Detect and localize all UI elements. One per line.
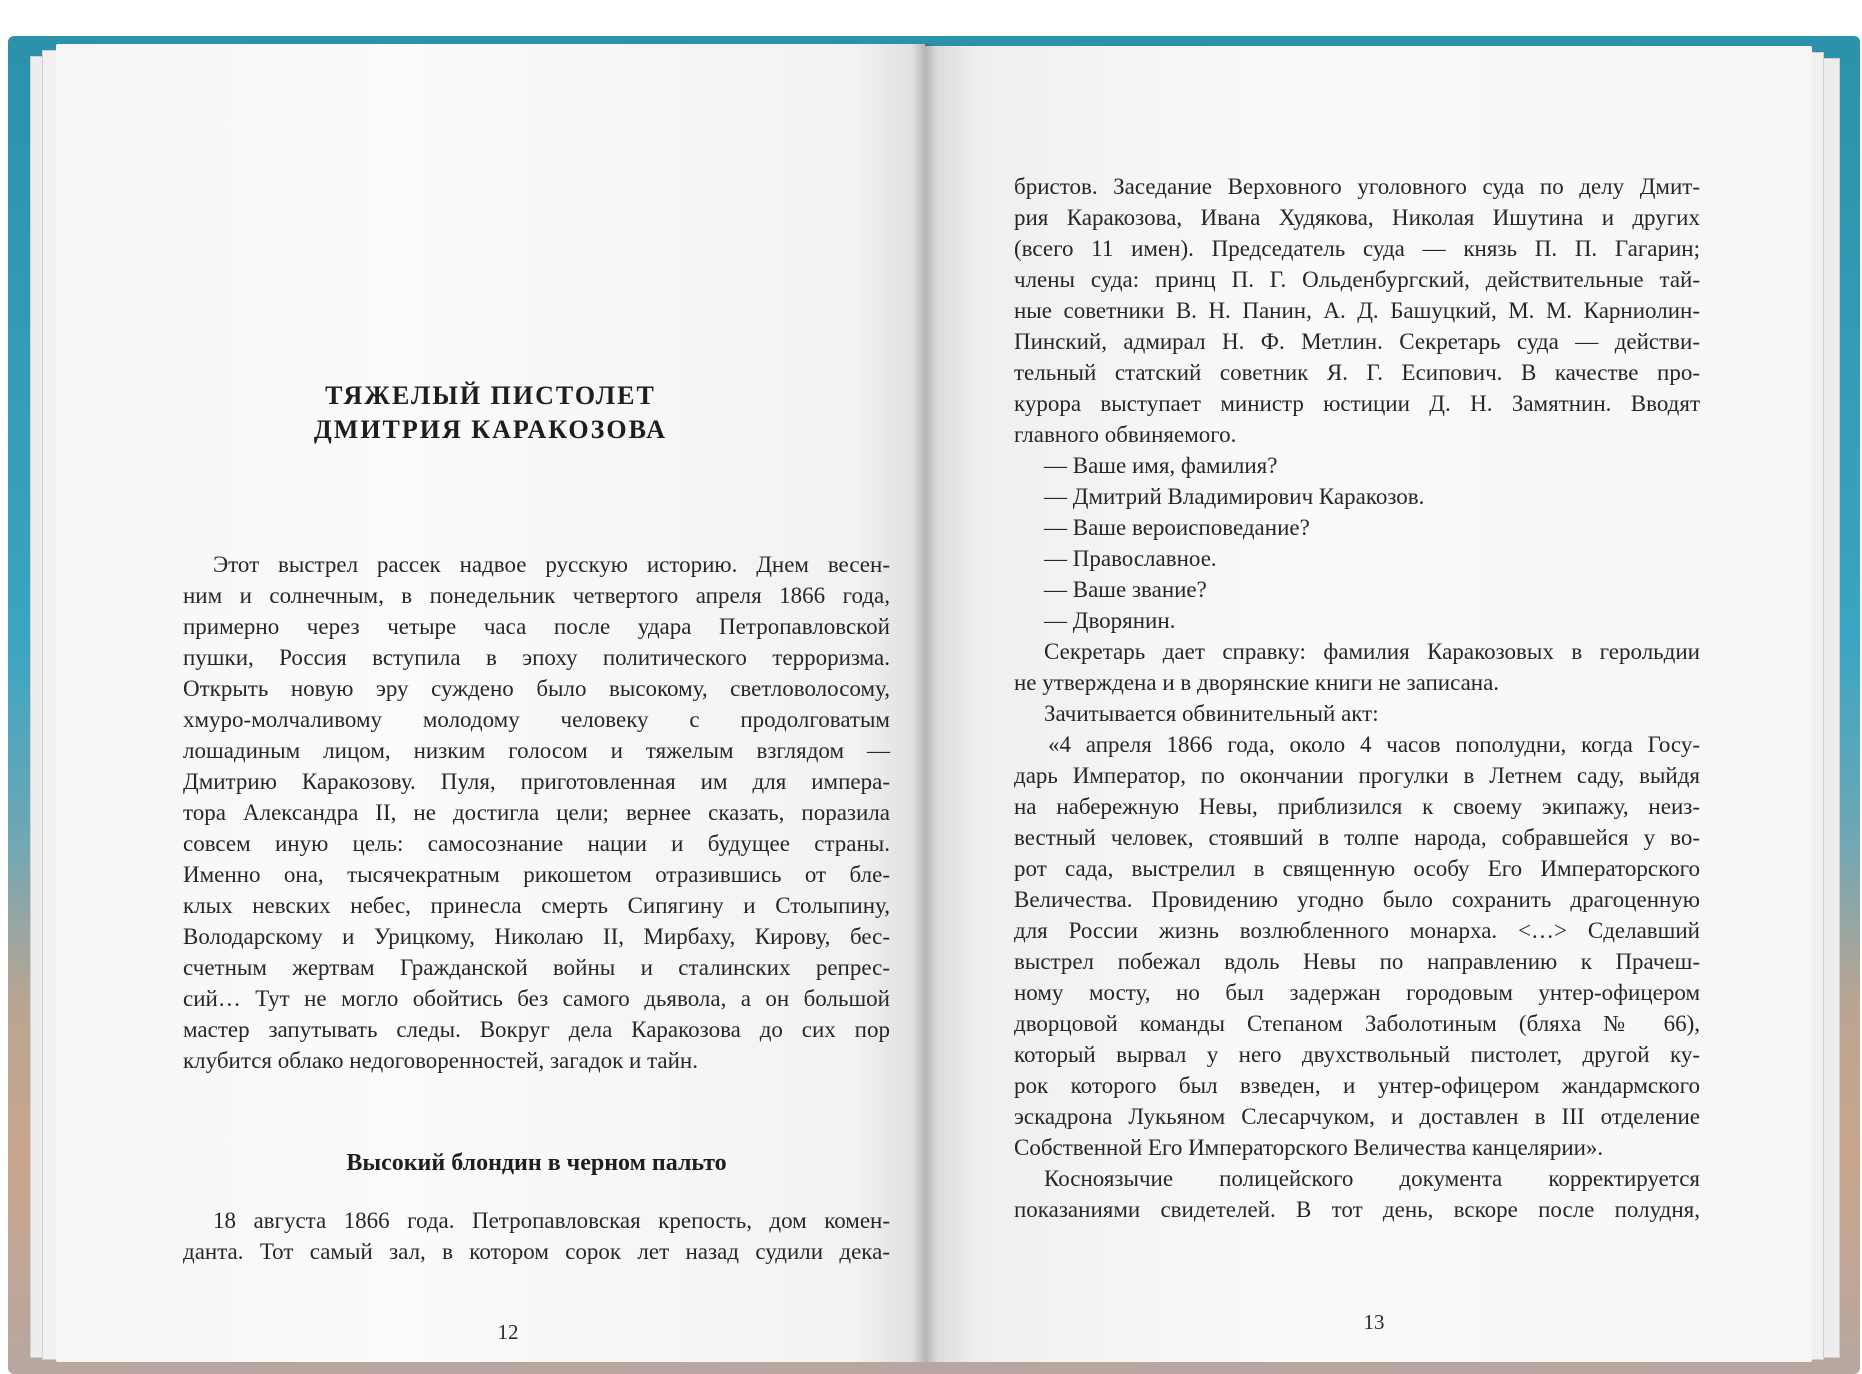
dialogue-line: — Дмитрий Владимирович Каракозов. xyxy=(1044,484,1425,509)
quote-line: Величества. Провидению угодно было сохранить драгоценную xyxy=(1014,887,1700,912)
book-gutter xyxy=(912,44,938,1362)
chapter-title xyxy=(56,379,925,447)
quote-line: на набережную Невы, приблизился к своему экипажу, неиз- xyxy=(1014,794,1700,819)
text-line: Пинский, адмирал Н. Ф. Метлин. Секретарь суда — действи- xyxy=(1014,329,1700,354)
text-line: 18 августа 1866 года. Петропавловская крепость, дом комен- xyxy=(213,1208,890,1233)
text-line: Зачитывается обвинительный акт: xyxy=(1044,701,1379,726)
text-line: пушки, Россия вступила в эпоху политического терроризма. xyxy=(183,645,890,670)
quote-line: «4 апреля 1866 года, около 4 часов пополудни, когда Госу- xyxy=(1048,732,1700,757)
quote-line: который вырвал у него двухствольный пистолет, другой ку- xyxy=(1014,1042,1700,1067)
text-line: сий… Тут не могло обойтись без самого дьявола, а он большой xyxy=(183,986,890,1011)
text-line: бристов. Заседание Верховного уголовного суда по делу Дмит- xyxy=(1014,174,1700,199)
dialogue-line: — Дворянин. xyxy=(1044,608,1176,633)
text-line: Именно она, тысячекратным рикошетом отразившись от бле- xyxy=(183,862,890,887)
text-line: клубится облако недоговоренностей, загадок и тайн. xyxy=(183,1048,698,1073)
page-number: 13 xyxy=(1363,1310,1385,1334)
quote-line: эскадрона Лукьяном Слесарчуком, и доставлен в III отделение xyxy=(1014,1104,1700,1129)
intro-paragraph xyxy=(183,549,890,1076)
quote-line: вестный человек, стоявший в толпе народа, собравшейся у во- xyxy=(1014,825,1700,850)
text-line: мастер запутывать следы. Вокруг дела Каракозова до сих пор xyxy=(183,1017,890,1042)
text-line: курора выступает министр юстиции Д. Н. Замятнин. Вводят xyxy=(1014,391,1700,416)
text-line: главного обвиняемого. xyxy=(1014,422,1237,447)
section-paragraph xyxy=(183,1205,890,1267)
page-number: 12 xyxy=(497,1320,519,1344)
text-line: клых невских небес, принесла смерть Сипягину и Столыпину, xyxy=(183,893,890,918)
text-line: хмуро-молчаливому молодому человеку с продолговатым xyxy=(183,707,890,732)
chapter-title-line: ДМИТРИЯ КАРАКОЗОВА xyxy=(313,415,668,444)
quote-line: рот сада, выстрелил в священную особу Его Императорского xyxy=(1014,856,1700,881)
text-line: рия Каракозова, Ивана Худякова, Николая Ишутина и других xyxy=(1014,205,1700,230)
quote-line: Собственной Его Императорского Величества канцелярии». xyxy=(1014,1135,1604,1160)
text-line: Косноязычие полицейского документа корректируется xyxy=(1044,1166,1700,1191)
quote-line: рок которого был взведен, и унтер-офицером жандармского xyxy=(1014,1073,1700,1098)
text-line: (всего 11 имен). Председатель суда — князь П. П. Гагарин; xyxy=(1014,236,1700,261)
text-line: не утверждена и в дворянские книги не записана. xyxy=(1014,670,1500,695)
text-line: лошадиным лицом, низким голосом и тяжелым взглядом — xyxy=(183,738,890,763)
text-line: Секретарь дает справку: фамилия Каракозовых в герольдии xyxy=(1044,639,1700,664)
text-line: ные советники В. Н. Панин, А. Д. Башуцкий, М. М. Карниолин- xyxy=(1014,298,1700,323)
quote-line: выстрел побежал вдоль Невы по направлению к Прачеш- xyxy=(1014,949,1700,974)
section-heading: Высокий блондин в черном пальто xyxy=(346,1150,727,1176)
text-line: счетным жертвам Гражданской войны и сталинских репрес- xyxy=(183,955,890,980)
dialogue-line: — Ваше вероисповедание? xyxy=(1044,515,1310,540)
right-page-text xyxy=(1014,171,1700,1225)
text-line: члены суда: принц П. Г. Ольденбургский, действительные тай- xyxy=(1014,267,1700,292)
text-line: ним и солнечным, в понедельник четвертого апреля 1866 года, xyxy=(183,583,890,608)
left-page xyxy=(56,44,925,1362)
text-line: Дмитрию Каракозову. Пуля, приготовленная им для импера- xyxy=(183,769,890,794)
text-line: совсем иную цель: самосознание нации и будущее страны. xyxy=(183,831,890,856)
text-line: показаниями свидетелей. В тот день, вскоре после полудня, xyxy=(1014,1197,1700,1222)
quote-line: дворцовой команды Степаном Заболотиным (бляха № 66), xyxy=(1014,1011,1700,1036)
text-line: примерно через четыре часа после удара Петропавловской xyxy=(183,614,890,639)
quote-line: для России жизнь возлюбленного монарха. <…> Сделавший xyxy=(1014,918,1700,943)
text-line: данта. Тот самый зал, в котором сорок лет назад судили дека- xyxy=(183,1239,890,1264)
text-line: Володарскому и Урицкому, Николаю II, Мирбаху, Кирову, бес- xyxy=(183,924,890,949)
text-line: Этот выстрел рассек надвое русскую историю. Днем весен- xyxy=(213,552,890,577)
dialogue-line: — Ваше имя, фамилия? xyxy=(1044,453,1278,478)
text-line: тельный статский советник Я. Г. Есипович. В качестве про- xyxy=(1014,360,1700,385)
quote-line: дарь Император, по окончании прогулки в Летнем саду, выйдя xyxy=(1014,763,1700,788)
chapter-title-line: ТЯЖЕЛЫЙ ПИСТОЛЕТ xyxy=(325,381,656,410)
dialogue-line: — Ваше звание? xyxy=(1044,577,1207,602)
right-page xyxy=(925,46,1812,1362)
dialogue-line: — Православное. xyxy=(1044,546,1217,571)
text-line: тора Александра II, не достигла цели; вернее сказать, поразила xyxy=(183,800,890,825)
text-line: Открыть новую эру суждено было высокому, светловолосому, xyxy=(183,676,890,701)
quote-line: ному мосту, но был задержан городовым унтер-офицером xyxy=(1014,980,1700,1005)
